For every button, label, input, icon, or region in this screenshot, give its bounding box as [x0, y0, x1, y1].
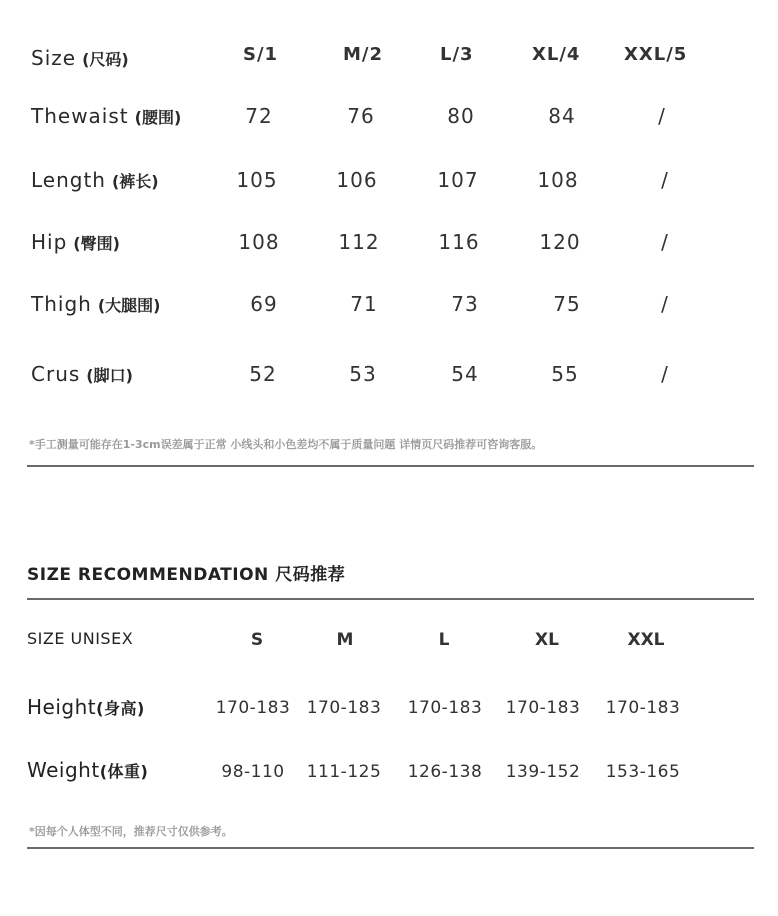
row-length-l: 107 [437, 168, 479, 192]
row-thigh-xl: 75 [553, 292, 581, 316]
row-hip-xl: 120 [539, 230, 581, 254]
row-height-label-en: Height [27, 695, 97, 719]
row-crus-xl: 55 [551, 362, 579, 386]
row-thigh-l: 73 [451, 292, 479, 316]
row-height-s: 170-183 [215, 698, 291, 718]
size-header-label-en: Size [31, 46, 77, 70]
unisex-header-label: SIZE UNISEX [27, 629, 134, 648]
row-hip-l: 116 [438, 230, 480, 254]
unisex-header-s: S [250, 630, 264, 650]
row-thigh-label-en: Thigh [31, 292, 92, 316]
row-length-label [31, 168, 159, 192]
row-height-label [27, 695, 145, 719]
row-thigh-xxl: / [661, 292, 669, 316]
row-weight-xl: 139-152 [505, 762, 581, 782]
row-waist-label [31, 104, 181, 128]
row-crus-label-en: Crus [31, 362, 81, 386]
row-crus-s: 52 [249, 362, 277, 386]
size-header-xxl: XXL/5 [624, 44, 688, 65]
row-crus-xxl: / [661, 362, 669, 386]
row-waist-label-cn: (腰围) [134, 108, 182, 127]
row-hip-label-en: Hip [31, 230, 68, 254]
unisex-header-xxl: XXL [627, 630, 665, 650]
unisex-header-xl: XL [535, 630, 559, 650]
divider [27, 598, 754, 600]
size-header-label-cn: (尺码) [82, 50, 129, 69]
row-weight-label-en: Weight [27, 758, 100, 782]
row-crus-label-cn: (脚口) [86, 366, 133, 385]
row-length-label-en: Length [31, 168, 106, 192]
row-weight-xxl: 153-165 [605, 762, 681, 782]
row-length-label-cn: (裤长) [111, 172, 159, 191]
row-height-m: 170-183 [306, 698, 382, 718]
measurement-note: *手工测量可能存在1-3cm误差属于正常 小线头和小色差均不属于质量问题 详情页尺码推荐可咨询客服。 [29, 438, 543, 451]
row-weight-m: 111-125 [306, 762, 382, 782]
row-length-m: 106 [336, 168, 378, 192]
row-waist-xl: 84 [548, 104, 576, 128]
row-height-xl: 170-183 [505, 698, 581, 718]
row-thigh-label-cn: (大腿围) [97, 296, 161, 315]
row-height-l: 170-183 [407, 698, 483, 718]
row-weight-s: 98-110 [221, 762, 285, 782]
divider [27, 847, 754, 849]
unisex-header-l: L [438, 630, 450, 650]
row-weight-label-cn: (体重) [99, 762, 149, 781]
row-length-xl: 108 [537, 168, 579, 192]
row-hip-label-cn: (臀围) [73, 234, 120, 253]
divider [27, 465, 754, 467]
row-waist-s: 72 [245, 104, 273, 128]
row-hip-m: 112 [338, 230, 380, 254]
size-header-m: M/2 [343, 44, 384, 65]
recommendation-title: SIZE RECOMMENDATION 尺码推荐 [27, 565, 346, 585]
row-crus-l: 54 [451, 362, 479, 386]
row-crus-m: 53 [349, 362, 377, 386]
row-thigh-s: 69 [250, 292, 278, 316]
row-hip-label [31, 230, 120, 254]
size-header-s: S/1 [243, 44, 279, 65]
row-thigh-label [31, 292, 160, 316]
row-waist-label-en: Thewaist [31, 104, 129, 128]
row-weight-label [27, 758, 148, 782]
row-waist-l: 80 [447, 104, 475, 128]
row-thigh-m: 71 [350, 292, 378, 316]
size-header-l: L/3 [440, 44, 474, 65]
row-waist-xxl: / [658, 104, 666, 128]
row-length-xxl: / [661, 168, 669, 192]
row-length-s: 105 [236, 168, 278, 192]
row-height-xxl: 170-183 [605, 698, 681, 718]
row-crus-label [31, 362, 133, 386]
row-hip-xxl: / [661, 230, 669, 254]
row-weight-l: 126-138 [407, 762, 483, 782]
row-waist-m: 76 [347, 104, 375, 128]
unisex-header-m: M [336, 630, 354, 650]
size-header-xl: XL/4 [532, 44, 581, 65]
row-hip-s: 108 [238, 230, 280, 254]
size-header-label [31, 46, 129, 70]
row-height-label-cn: (身高) [96, 699, 145, 718]
recommendation-note: *因每个人体型不同，推荐尺寸仅供参考。 [29, 825, 233, 838]
